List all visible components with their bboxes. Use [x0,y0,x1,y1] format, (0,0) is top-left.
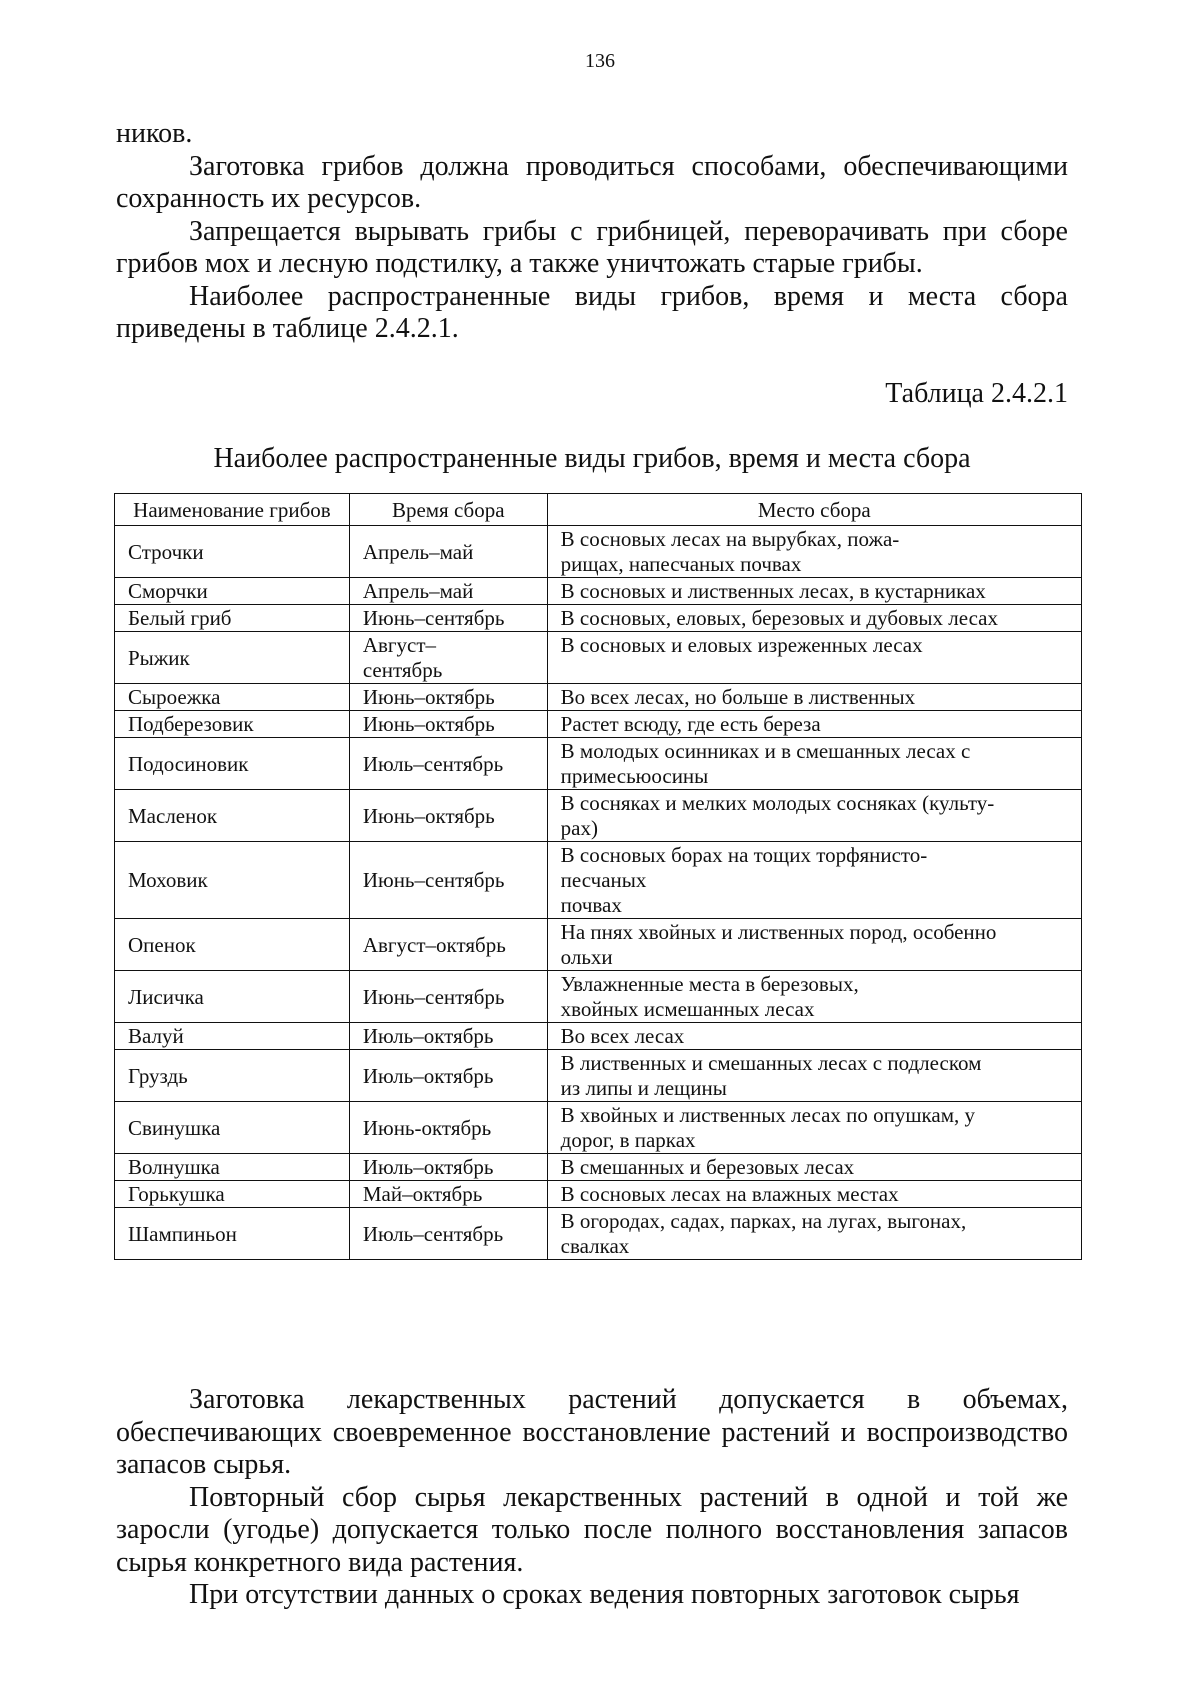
cell-collection-time: Июнь–октябрь [349,711,547,738]
cell-collection-place: Во всех лесах, но больше в лиственных [547,684,1081,711]
mushroom-table [114,493,1082,1260]
cell-collection-place: В хвойных и лиственных лесах по опушкам, у дорог, в парках [547,1102,1081,1154]
intro-paragraph-1: ников. [116,118,193,149]
outro-text [116,1384,1068,1612]
table-row [115,842,1082,919]
cell-collection-time: Июль–октябрь [349,1023,547,1050]
table-header-row [115,494,1082,526]
cell-collection-time: Июль–октябрь [349,1154,547,1181]
cell-mushroom-name: Масленок [115,790,350,842]
cell-collection-time: Август– сентябрь [349,632,547,684]
cell-collection-time: Июль–октябрь [349,1050,547,1102]
cell-collection-place: В сосняках и мелких молодых сосняках (культу- рах) [547,790,1081,842]
cell-collection-place: Во всех лесах [547,1023,1081,1050]
cell-collection-place: В сосновых борах на тощих торфянисто- песчаных почвах [547,842,1081,919]
table-row [115,578,1082,605]
intro-paragraph-3: Запрещается вырывать грибы с грибницей, переворачивать при сборе грибов мох и лесную подстилку, а также уничтожать старые грибы. [116,215,1068,279]
cell-collection-time: Июнь–сентябрь [349,605,547,632]
cell-collection-place: В сосновых лесах на влажных местах [547,1181,1081,1208]
cell-mushroom-name: Сморчки [115,578,350,605]
header-name: Наименование грибов [115,494,350,526]
cell-collection-place: В сосновых и еловых изреженных лесах [547,632,1081,684]
outro-paragraph-2: Повторный сбор сырья лекарственных растений в одной и той же заросли (угодье) допускается только после полного восстановления запасов сырья конкретного вида растения. [116,1481,1068,1578]
outro-paragraph-1: Заготовка лекарственных растений допускается в объемах, обеспечивающих своевременное восстановление растений и воспроизводство запасов сырья. [116,1384,1068,1480]
cell-collection-time: Август–октябрь [349,919,547,971]
table-row [115,1181,1082,1208]
cell-collection-place: На пнях хвойных и лиственных пород, особенно ольхи [547,919,1081,971]
intro-text [116,118,1068,346]
cell-mushroom-name: Груздь [115,1050,350,1102]
page-number: 136 [585,50,615,72]
table-row [115,1208,1082,1260]
table-header [115,494,1082,526]
cell-collection-time: Июль–сентябрь [349,1208,547,1260]
cell-mushroom-name: Подосиновик [115,738,350,790]
table-row [115,1102,1082,1154]
table-row [115,684,1082,711]
cell-mushroom-name: Валуй [115,1023,350,1050]
cell-mushroom-name: Свинушка [115,1102,350,1154]
cell-mushroom-name: Волнушка [115,1154,350,1181]
cell-collection-time: Апрель–май [349,578,547,605]
table-label: Таблица 2.4.2.1 [885,378,1068,409]
cell-collection-place: В огородах, садах, парках, на лугах, выгонах, свалках [547,1208,1081,1260]
cell-collection-time: Июнь–сентябрь [349,842,547,919]
table-row [115,1154,1082,1181]
cell-collection-time: Май–октябрь [349,1181,547,1208]
table-row [115,605,1082,632]
cell-mushroom-name: Шампиньон [115,1208,350,1260]
cell-mushroom-name: Лисичка [115,971,350,1023]
cell-collection-time: Апрель–май [349,526,547,578]
cell-collection-time: Июль–сентябрь [349,738,547,790]
cell-mushroom-name: Моховик [115,842,350,919]
cell-collection-place: В сосновых, еловых, березовых и дубовых лесах [547,605,1081,632]
cell-collection-place: В сосновых и лиственных лесах, в кустарниках [547,578,1081,605]
cell-collection-place: В молодых осинниках и в смешанных лесах с примесьюосины [547,738,1081,790]
table-row [115,711,1082,738]
outro-paragraph-3: При отсутствии данных о сроках ведения повторных заготовок сырья [189,1579,1020,1610]
cell-collection-time: Июнь-октябрь [349,1102,547,1154]
cell-mushroom-name: Белый гриб [115,605,350,632]
cell-collection-place: Растет всюду, где есть береза [547,711,1081,738]
cell-collection-place: Увлажненные места в березовых, хвойных исмешанных лесах [547,971,1081,1023]
cell-mushroom-name: Опенок [115,919,350,971]
table-row [115,971,1082,1023]
table-row [115,738,1082,790]
table-row [115,632,1082,684]
cell-collection-time: Июнь–октябрь [349,684,547,711]
table-row [115,1023,1082,1050]
table-row [115,526,1082,578]
table-row [115,790,1082,842]
cell-collection-time: Июнь–сентябрь [349,971,547,1023]
header-time: Время сбора [349,494,547,526]
cell-collection-place: В лиственных и смешанных лесах с подлеском из липы и лещины [547,1050,1081,1102]
cell-collection-place: В сосновых лесах на вырубках, пожа- рищах, напесчаных почвах [547,526,1081,578]
cell-mushroom-name: Подберезовик [115,711,350,738]
table-row [115,919,1082,971]
header-place: Место сбора [547,494,1081,526]
table-caption: Наиболее распространенные виды грибов, время и места сбора [213,443,971,474]
cell-mushroom-name: Сыроежка [115,684,350,711]
cell-mushroom-name: Строчки [115,526,350,578]
cell-collection-place: В смешанных и березовых лесах [547,1154,1081,1181]
intro-paragraph-2: Заготовка грибов должна проводиться способами, обеспечивающими сохранность их ресурсов. [116,150,1068,214]
table-body [115,526,1082,1260]
intro-paragraph-4: Наиболее распространенные виды грибов, время и места сбора приведены в таблице 2.4.2.1. [116,280,1068,344]
cell-mushroom-name: Рыжик [115,632,350,684]
cell-mushroom-name: Горькушка [115,1181,350,1208]
cell-collection-time: Июнь–октябрь [349,790,547,842]
table-row [115,1050,1082,1102]
